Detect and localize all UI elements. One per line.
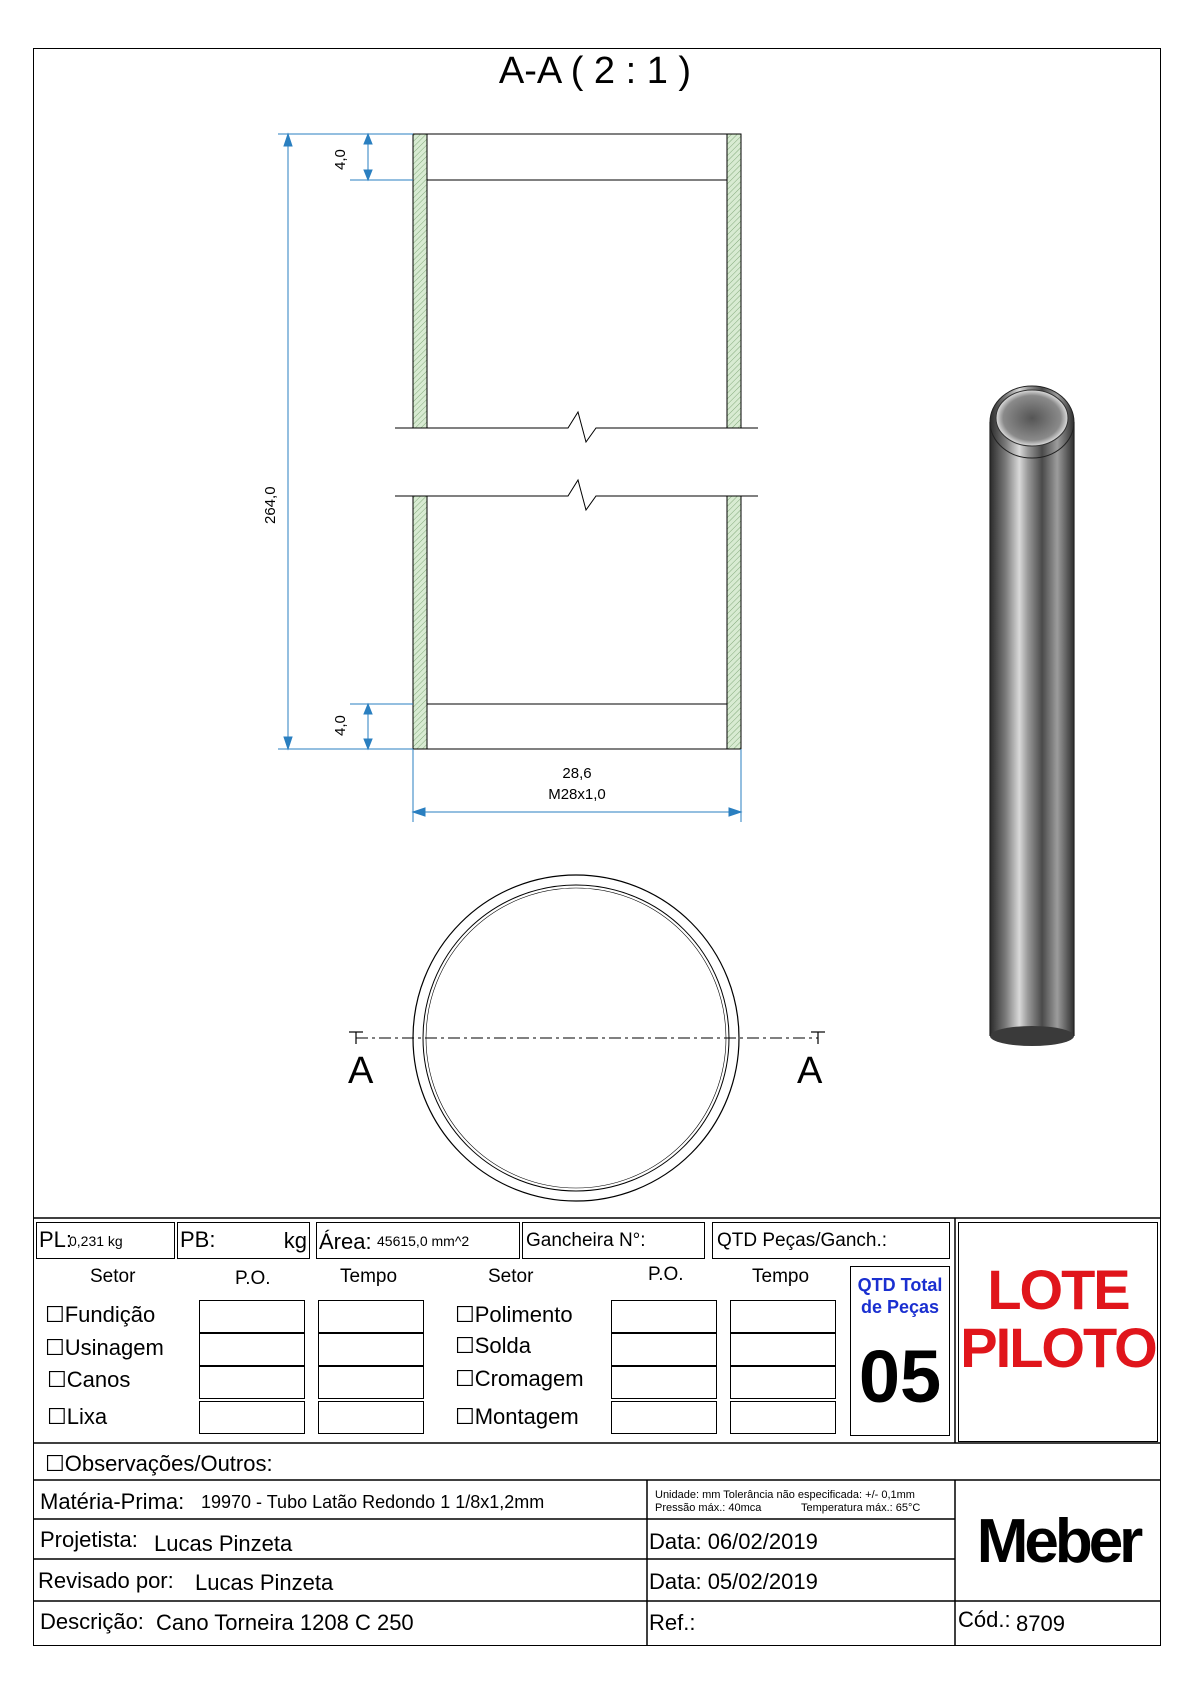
sector-fundicao[interactable]: ☐Fundição	[45, 1302, 156, 1327]
pb-cell	[177, 1222, 310, 1259]
col-po-left: P.O.	[235, 1268, 271, 1289]
revisado-label: Revisado por:	[38, 1568, 174, 1593]
sector-montagem[interactable]: ☐Montagem	[455, 1404, 579, 1429]
sector-usinagem[interactable]: ☐Usinagem	[45, 1335, 164, 1360]
notes-line-2b: Temperatura máx.: 65°C	[801, 1502, 921, 1514]
tempo-box[interactable]	[730, 1401, 836, 1434]
po-box[interactable]	[611, 1401, 717, 1434]
meber-logo: Meber	[976, 1507, 1140, 1576]
sector-cromagem[interactable]: ☐Cromagem	[455, 1366, 584, 1391]
col-tempo-left: Tempo	[340, 1266, 398, 1287]
tempo-box[interactable]	[318, 1300, 424, 1333]
materia-value: 19970 - Tubo Latão Redondo 1 1/8x1,2mm	[201, 1492, 545, 1512]
data-1: Data: 06/02/2019	[649, 1529, 818, 1554]
dimension-thread: M28x1,0	[548, 786, 606, 803]
notes-line-1: Unidade: mm Tolerância não especificada: +/- 0,1mm	[655, 1489, 915, 1501]
lote-label: LOTE	[987, 1258, 1129, 1321]
pl-cell	[36, 1222, 175, 1259]
area-value: 45615,0 mm^2	[377, 1233, 470, 1249]
qtd-total-value: 05	[858, 1335, 942, 1418]
po-box[interactable]	[199, 1401, 305, 1434]
dimension-top-thickness: 4,0	[332, 149, 349, 170]
pipe-3d-render	[990, 386, 1074, 1046]
piloto-label: PILOTO	[960, 1316, 1156, 1379]
dimension-diameter: 28,6	[562, 765, 592, 782]
col-setor-right: Setor	[488, 1266, 534, 1287]
cod-label: Cód.:	[958, 1607, 1011, 1632]
po-box[interactable]	[611, 1300, 717, 1333]
cod-value: 8709	[1016, 1611, 1065, 1636]
observacoes-label[interactable]: ☐Observações/Outros:	[45, 1451, 273, 1476]
sector-canos[interactable]: ☐Canos	[47, 1367, 131, 1392]
tempo-box[interactable]	[318, 1366, 424, 1399]
lote-piloto-box	[958, 1222, 1158, 1442]
descricao-value: Cano Torneira 1208 C 250	[156, 1610, 414, 1635]
section-view-lower	[395, 480, 758, 749]
po-box[interactable]	[199, 1366, 305, 1399]
po-box[interactable]	[199, 1333, 305, 1366]
sector-solda[interactable]: ☐Solda	[455, 1333, 531, 1358]
area-label: Área:	[319, 1229, 372, 1254]
area-cell	[316, 1222, 520, 1259]
tempo-box[interactable]	[318, 1401, 424, 1434]
col-tempo-right: Tempo	[752, 1266, 810, 1287]
materia-label: Matéria-Prima:	[40, 1489, 185, 1514]
tempo-box[interactable]	[730, 1366, 836, 1399]
po-box[interactable]	[199, 1300, 305, 1333]
qtd-total-box	[850, 1266, 950, 1436]
descricao-label: Descrição:	[40, 1609, 144, 1634]
section-title: A-A ( 2 : 1 )	[498, 50, 692, 92]
pb-label: PB:	[180, 1227, 216, 1252]
tempo-box[interactable]	[730, 1333, 836, 1366]
qtd-total-label-1: QTD Total	[857, 1275, 943, 1295]
projetista-value: Lucas Pinzeta	[154, 1531, 293, 1556]
qtd-total-label-2: de Peças	[860, 1297, 940, 1317]
notes-line-2a: Pressão máx.: 40mca	[655, 1502, 762, 1514]
tempo-box[interactable]	[730, 1300, 836, 1333]
gancheira-cell	[522, 1222, 705, 1259]
data-2: Data: 05/02/2019	[649, 1569, 818, 1594]
section-mark-left: A	[348, 1050, 374, 1092]
sector-polimento[interactable]: ☐Polimento	[455, 1302, 573, 1327]
ref-label: Ref.:	[649, 1610, 696, 1635]
sector-lixa[interactable]: ☐Lixa	[47, 1404, 108, 1429]
section-mark-right: A	[797, 1050, 823, 1092]
pl-value: 0,231 kg	[69, 1233, 123, 1249]
projetista-label: Projetista:	[40, 1527, 138, 1552]
po-box[interactable]	[611, 1366, 717, 1399]
dimension-bottom-thickness: 4,0	[332, 715, 349, 736]
revisado-value: Lucas Pinzeta	[195, 1570, 334, 1595]
pl-label: PL:	[39, 1227, 73, 1252]
tempo-box[interactable]	[318, 1333, 424, 1366]
pb-unit: kg	[283, 1228, 307, 1253]
section-view-upper	[395, 134, 758, 442]
gancheira-label: Gancheira N°:	[526, 1230, 646, 1251]
end-view-circle	[349, 875, 825, 1201]
col-po-right: P.O.	[648, 1264, 684, 1285]
col-setor-left: Setor	[90, 1266, 136, 1287]
qtd-ganch-label: QTD Peças/Ganch.:	[717, 1230, 888, 1251]
dimension-length: 264,0	[262, 486, 279, 524]
qtd-ganch-cell	[712, 1222, 950, 1259]
po-box[interactable]	[611, 1333, 717, 1366]
